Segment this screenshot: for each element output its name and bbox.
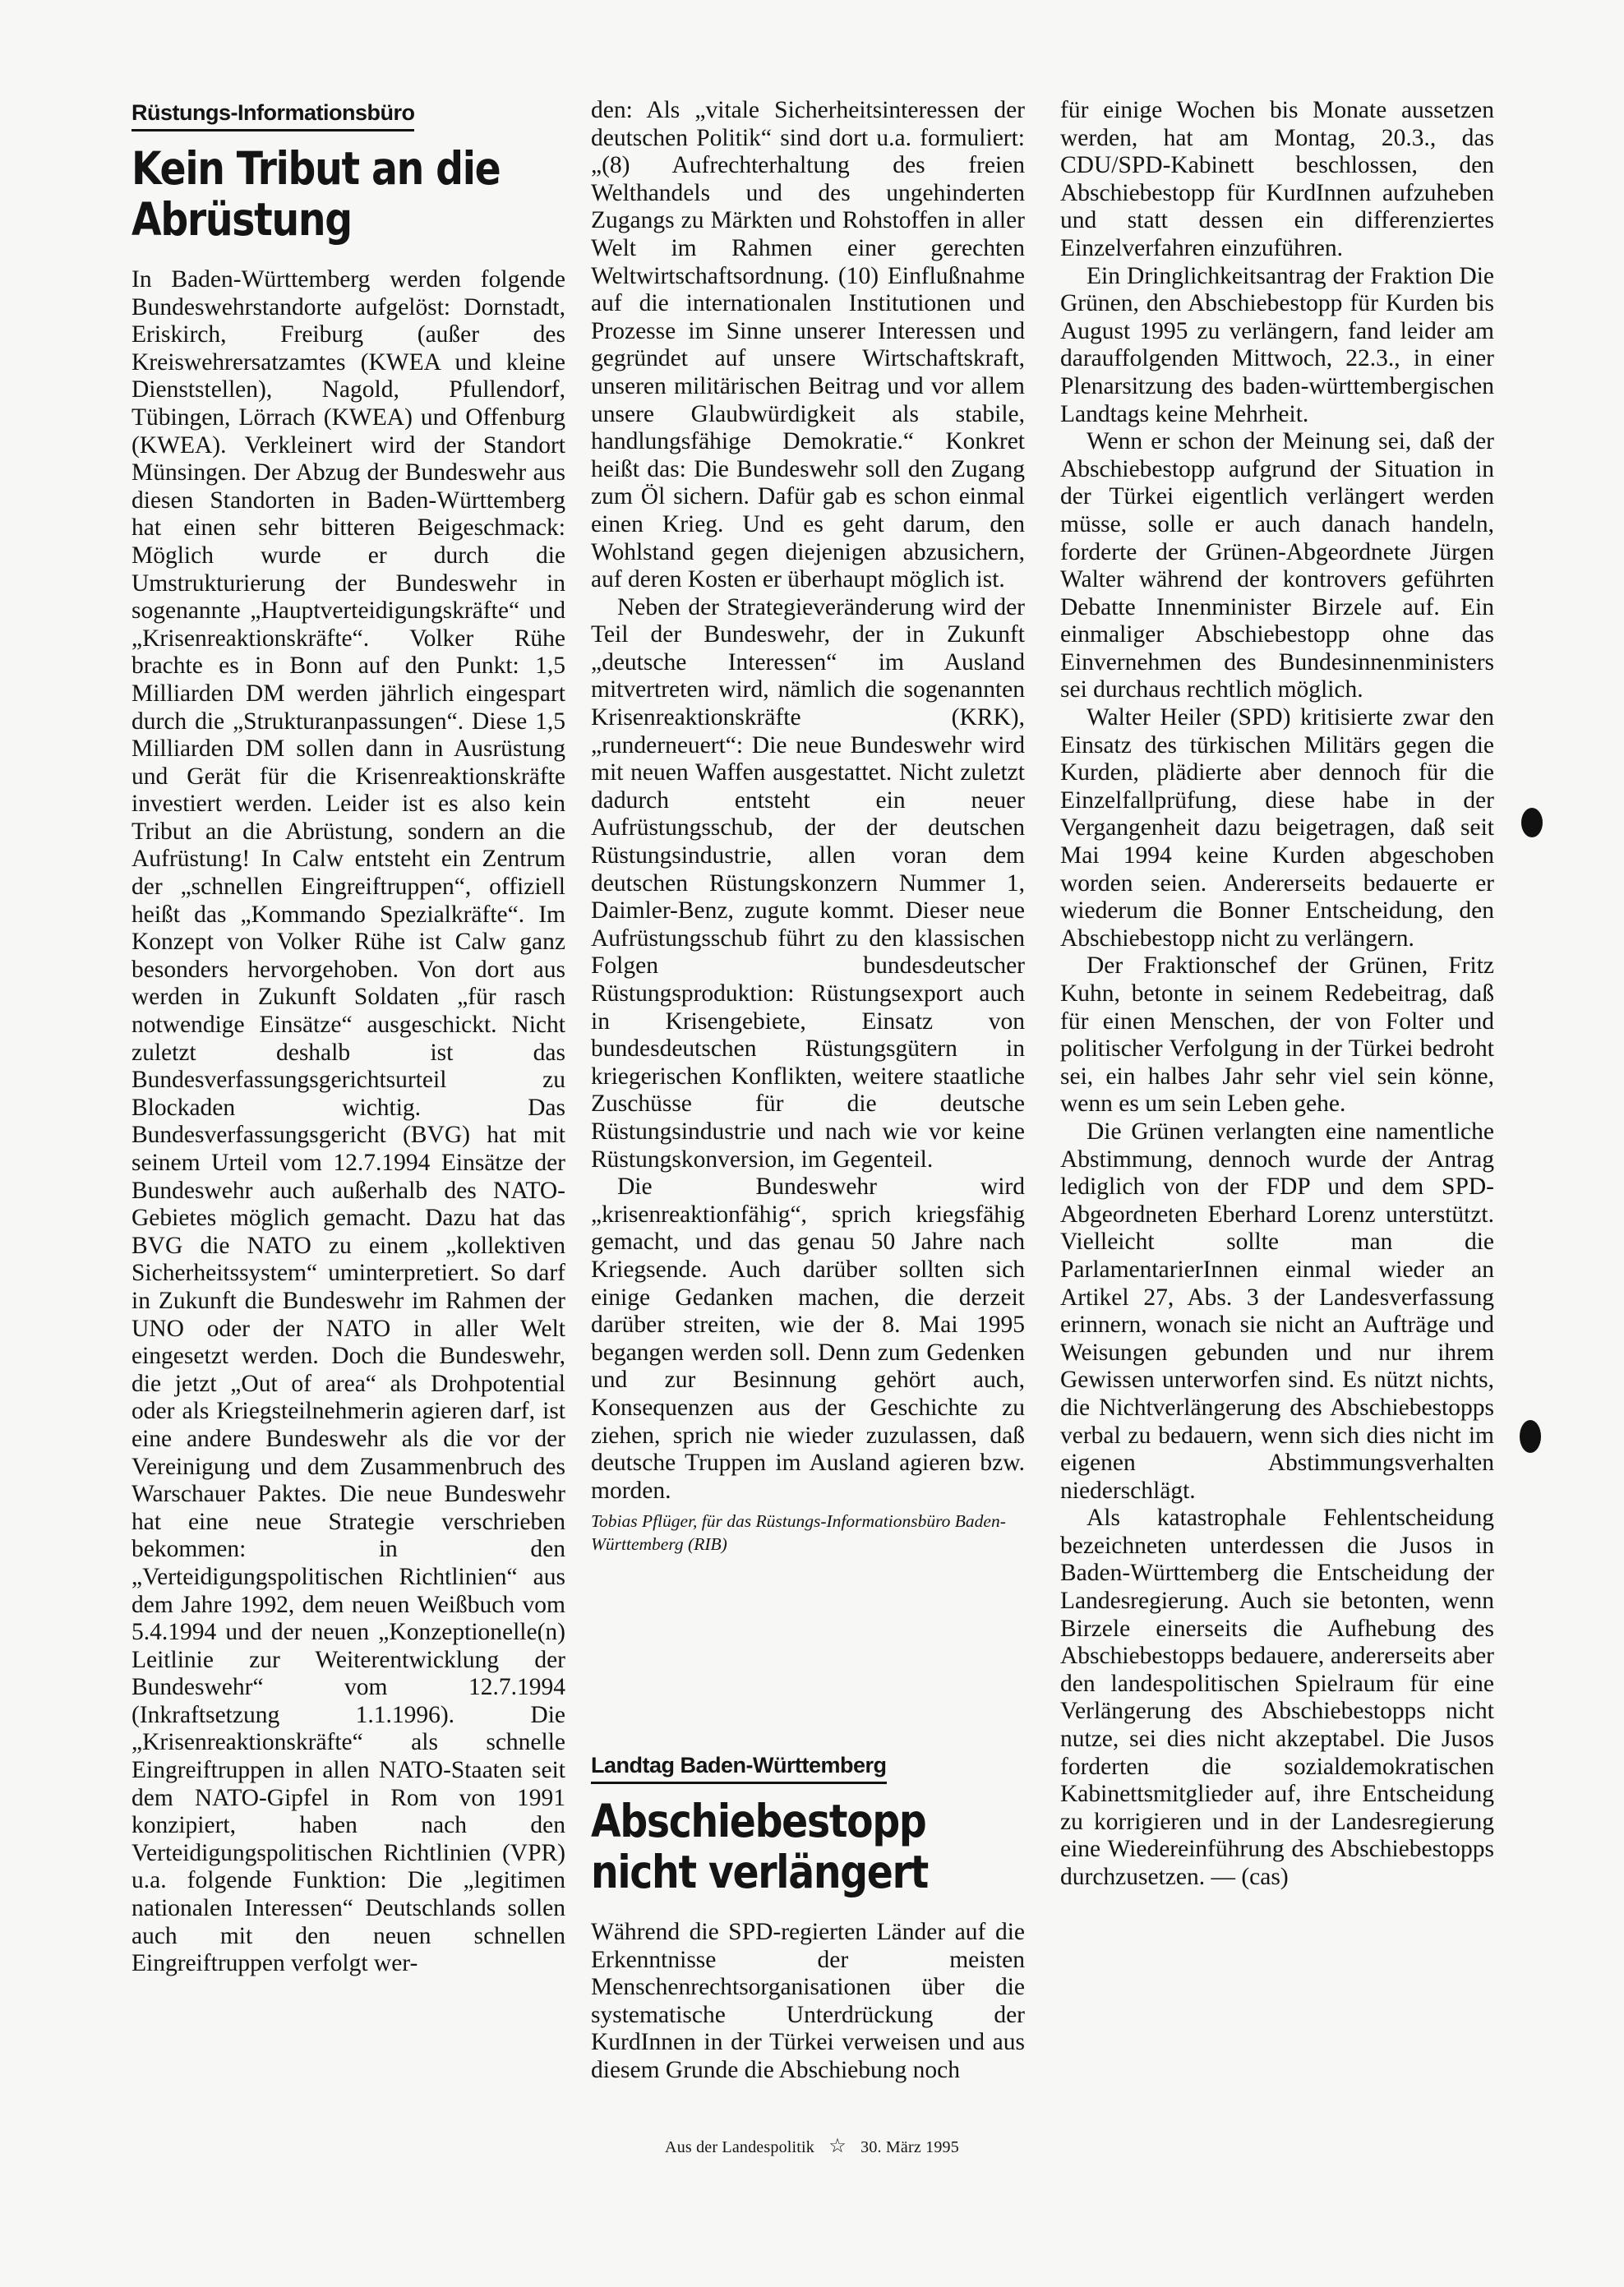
paragraph: Die Bundeswehr wird „krisenreaktionfähig“, sprich kriegsfähig gemacht, und das genau 50 Jahre nach Kriegsende. Auch darüber sollten sich einige Gedanken machen, die derzeit darüber streiten, wie der 8. Mai 1995 begangen werden soll. Denn zum Gedenken und zur Besinnung gehört auch, Konsequenzen aus der Geschichte zu ziehen, sprich nie wieder zuzulassen, daß deutsche Truppen im Ausland agieren bzw. morden. [591, 1173, 1025, 1504]
paragraph: Als katastrophale Fehlentscheidung bezeichneten unterdessen die Jusos in Baden-Württemberg die Entscheidung der Landesregierung. Auch sie betonten, wenn Birzele einerseits die Aufhebung des Abschiebestopps bedauere, andererseits aber den landespolitischen Spielraum für eine Verlängerung des Abschiebestopps nicht nutze, sei dies nicht akzeptabel. Die Jusos forderten die sozialdemokratischen Kabinettsmitglieder auf, ihre Entscheidung zu korrigieren und in der Landesregierung eine Wiedereinführung des Abschiebestopps durchzusetzen. — (cas) [1060, 1505, 1494, 1890]
article-2-body-part-1 [591, 1919, 1025, 2085]
headline-article-1: Kein Tribut an die Abrüstung [131, 142, 501, 246]
paragraph: für einige Wochen bis Monate aussetzen werden, hat am Montag, 20.3., das CDU/SPD-Kabinett beschlossen, den Abschiebestopp für KurdInnen aufzuheben und statt dessen ein differenziertes Einzelverfahren einzuführen. [1060, 97, 1494, 261]
column-2 [591, 97, 1025, 1556]
paragraph: Walter Heiler (SPD) kritisierte zwar den Einsatz des türkischen Militärs gegen die Kurden, plädierte aber dennoch für die Einzelfallprüfung, diese habe in der Vergangenheit dazu beigetragen, daß seit Mai 1994 keine Kurden abgeschoben worden seien. Andererseits bedauerte er wiederum die Bonner Entscheidung, den Abschiebestopp nicht zu verlängern. [1060, 704, 1494, 952]
article-1-body-part-2 [591, 97, 1025, 1505]
star-icon: ☆ [828, 2136, 847, 2157]
kicker-article-2: Landtag Baden-Württemberg [591, 1753, 887, 1784]
paragraph: Neben der Strategieveränderung wird der Teil der Bundeswehr, der in Zukunft „deutsche Interessen“ im Ausland mitvertreten wird, nämlich die sogenannten Krisenreaktionskräfte (KRK), „runderneuert“: Die neue Bundeswehr wird mit neuen Waffen ausgestattet. Nicht zuletzt dadurch entsteht ein neuer Aufrüstungsschub, der der deutschen Rüstungsindustrie, allen voran dem deutschen Rüstungskonzern Nummer 1, Daimler-Benz, zugute kommt. Dieser neue Aufrüstungsschub führt zu den klassischen Folgen bundesdeutscher Rüstungsproduktion: Rüstungsexport auch in Krisengebiete, Einsatz von bundesdeutschen Rüstungsgütern in kriegerischen Konflikten, weitere staatliche Zuschüsse für die deutsche Rüstungsindustrie und nach wie vor keine Rüstungskonversion, im Gegenteil. [591, 593, 1025, 1173]
headline-article-2: Abschiebestopp nicht verlängert [591, 1795, 928, 1898]
scan-speck [1520, 1420, 1541, 1453]
paragraph: Ein Dringlichkeitsantrag der Fraktion Die Grünen, den Abschiebestopp für Kurden bis August 1995 zu verlängern, fand leider am darauffolgenden Mittwoch, 22.3., in einer Plenarsitzung des baden-württembergischen Landtags keine Mehrheit. [1060, 262, 1494, 427]
column-1 [131, 100, 565, 1978]
scan-speck [1521, 808, 1543, 837]
paragraph: Wenn er schon der Meinung sei, daß der Abschiebestopp aufgrund der Situation in der Türkei eigentlich verlängert werden müsse, solle er auch danach handeln, forderte der Grünen-Abgeordnete Jürgen Walter während der kontrovers geführten Debatte Innenminister Birzele auf. Ein einmaliger Abschiebestopp ohne das Einvernehmen des Bundesinnenministers sei durchaus rechtlich möglich. [1060, 428, 1494, 703]
paragraph: In Baden-Württemberg werden folgende Bundeswehrstandorte aufgelöst: Dornstadt, Eriskirch, Freiburg (außer des Kreiswehrersatzamtes (KWEA und kleine Dienststellen), Nagold, Pfullendorf, Tübingen, Lörrach (KWEA) und Offenburg (KWEA). Verkleinert wird der Standort Münsingen. Der Abzug der Bundeswehr aus diesen Standorten in Baden-Württemberg hat einen sehr bitteren Beigeschmack: Möglich wurde er durch die Umstrukturierung der Bundeswehr in sogenannte „Hauptverteidigungskräfte“ und „Krisenreaktionskräfte“. Volker Rühe brachte es in Bonn auf den Punkt: 1,5 Milliarden DM werden jährlich eingespart durch die „Strukturanpassungen“. Diese 1,5 Milliarden DM sollen dann in Ausrüstung und Gerät für die Krisenreaktionskräfte investiert werden. Leider ist es also kein Tribut an die Abrüstung, sondern an die Aufrüstung! In Calw entsteht ein Zentrum der „schnellen Eingreiftruppen“, offiziell heißt das „Kommando Spezialkräfte“. Im Konzept von Volker Rühe ist Calw ganz besonders hervorgehoben. Von dort aus werden in Zukunft Soldaten „für rasch notwendige Einsätze“ ausgeschickt. Nicht zuletzt deshalb ist das Bundesverfassungsgerichtsurteil zu Blockaden wichtig. Das Bundesverfassungsgericht (BVG) hat mit seinem Urteil vom 12.7.1994 Einsätze der Bundeswehr auch außerhalb des NATO-Gebietes möglich gemacht. Dazu hat das BVG die NATO zu einem „kollektiven Sicherheitssystem“ uminterpretiert. So darf in Zukunft die Bundeswehr im Rahmen der UNO oder der NATO in aller Welt eingesetzt werden. Doch die Bundeswehr, die jetzt „Out of area“ als Drohpotential oder als Kriegsteilnehmerin agieren darf, ist eine andere Bundeswehr als die vor der Vereinigung und dem Zusammenbruch des Warschauer Paktes. Die neue Bundeswehr hat eine neue Strategie verschrieben bekommen: in den „Verteidigungspolitischen Richtlinien“ aus dem Jahre 1992, dem neuen Weißbuch vom 5.4.1994 und der neuen „Konzeptionelle(n) Leitlinie zur Weiterentwicklung der Bundeswehr“ vom 12.7.1994 (Inkraftsetzung 1.1.1996). Die „Krisenreaktionskräfte“ als schnelle Eingreiftruppen in allen NATO-Staaten seit dem NATO-Gipfel in Rom von 1991 konzipiert, haben nach den Verteidigungspolitischen Richtlinien (VPR) u.a. folgende Funktion: Die „legitimen nationalen Interessen“ Deutschlands sollen auch mit den neuen schnellen Eingreiftruppen verfolgt wer- [131, 266, 565, 1977]
footer-section: Aus der Landespolitik [665, 2138, 814, 2156]
article-2-body-part-2 [1060, 97, 1494, 1892]
paragraph: Der Fraktionschef der Grünen, Fritz Kuhn, betonte in seinem Redebeitrag, daß für einen Menschen, der von Folter und politischer Verfolgung in der Türkei bedroht sei, ein halbes Jahr sehr viel sein könne, wenn es um sein Leben gehe. [1060, 952, 1494, 1118]
article-2-start [591, 1753, 1025, 2085]
paragraph: Während die SPD-regierten Länder auf die Erkenntnisse der meisten Menschenrechtsorganisationen über die systematische Unterdrückung der KurdInnen in der Türkei verweisen und aus diesem Grunde die Abschiebung noch [591, 1919, 1025, 2083]
article-1-body-part-1 [131, 266, 565, 1978]
footer-date: 30. März 1995 [860, 2138, 959, 2156]
paragraph: den: Als „vitale Sicherheitsinteressen der deutschen Politik“ sind dort u.a. formuliert: „(8) Aufrechterhaltung des freien Welthandels und des ungehinderten Zugangs zu Märkten und Rohstoffen in aller Welt im Rahmen einer gerechten Weltwirtschaftsordnung. (10) Einflußnahme auf die internationalen Institutionen und Prozesse im Sinne unserer Interessen und gegründet auf unsere Wirtschaftskraft, unseren militärischen Beitrag und vor allem unsere Glaubwürdigkeit als stabile, handlungsfähige Demokratie.“ Konkret heißt das: Die Bundeswehr soll den Zugang zum Öl sichern. Dafür gab es schon einmal einen Krieg. Und es geht darum, den Wohlstand gegen diejenigen abzusichern, auf deren Kosten er überhaupt möglich ist. [591, 97, 1025, 593]
paragraph: Die Grünen verlangten eine namentliche Abstimmung, dennoch wurde der Antrag lediglich von der FDP und dem SPD-Abgeordneten Eberhard Lorenz unterstützt. Vielleicht sollte man die ParlamentarierInnen einmal wieder an Artikel 27, Abs. 3 der Landesverfassung erinnern, wonach sie nicht an Aufträge und Weisungen gebunden und nur ihrem Gewissen unterworfen sind. Es nützt nichts, die Nichtverlängerung des Abschiebestopps verbal zu bedauern, wenn sich dies nicht im eigenen Abstimmungsverhalten niederschlägt. [1060, 1118, 1494, 1504]
column-3 [1060, 97, 1494, 1892]
page-footer [0, 2134, 1624, 2158]
kicker-article-1: Rüstungs-Informationsbüro [131, 100, 414, 131]
byline: Tobias Pflüger, für das Rüstungs-Informationsbüro Baden-Württemberg (RIB) [591, 1511, 1006, 1555]
